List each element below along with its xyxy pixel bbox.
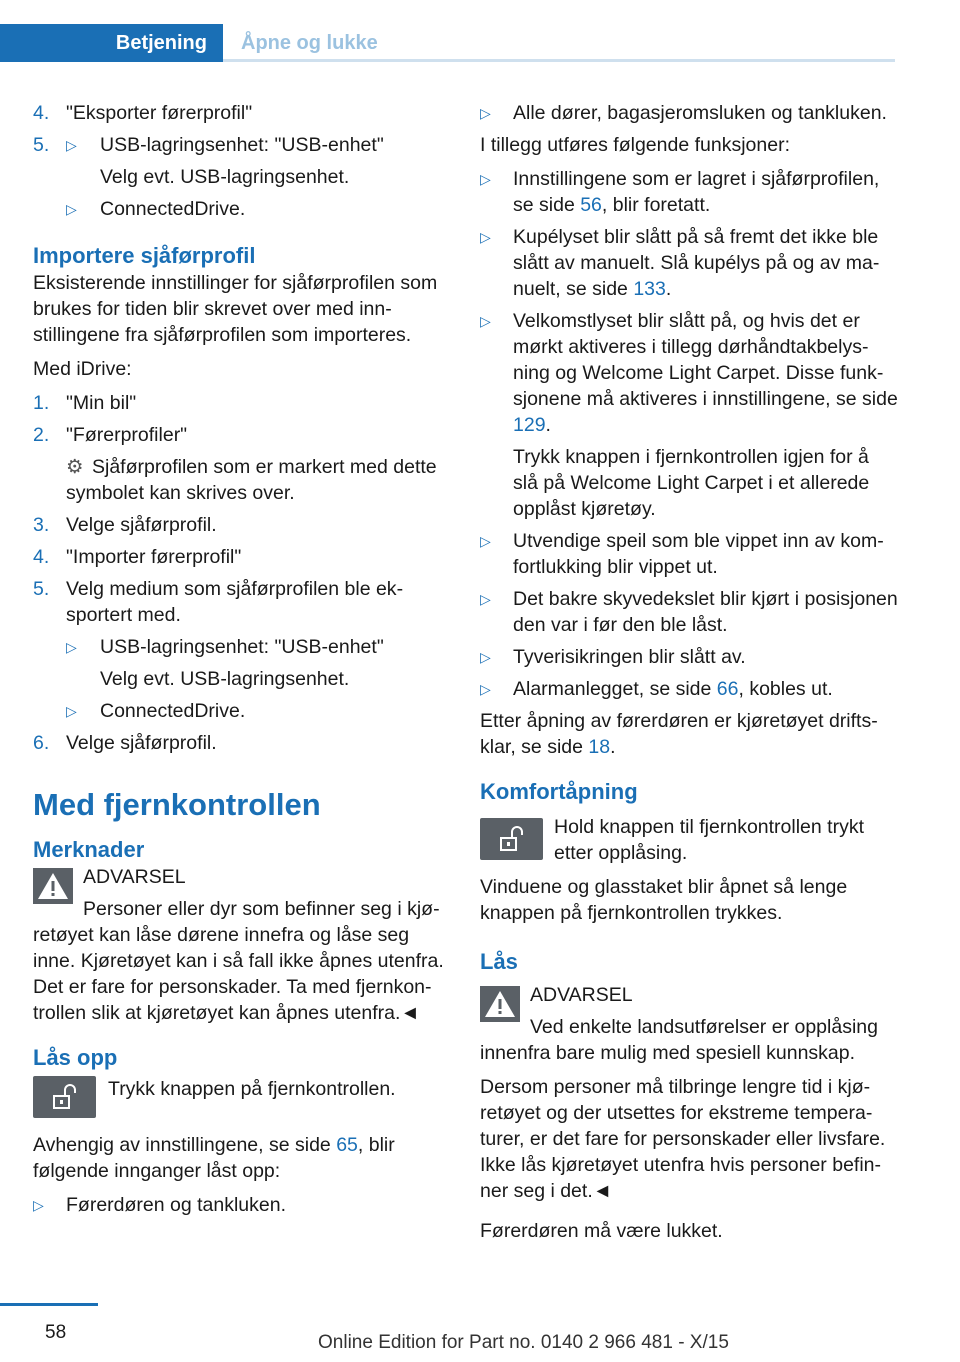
page-link[interactable]: 133 — [633, 278, 666, 300]
list-text-end: . — [545, 414, 551, 436]
list-item — [33, 634, 453, 660]
list-text-end: . — [665, 278, 672, 300]
notes-heading: Merknader — [33, 837, 145, 862]
additional-text: I tillegg utføres følgende funksjoner: — [480, 134, 790, 156]
warning-text: Personer eller dyr som befinner seg i kjøretøyet kan låse dørene innefra og låse seg inne. Kjøretøyet kan i så fall ikke åpnes utenfra. Det er fare for personskader. Ta med fjernkontrollen slik at kjøretøyet kan åpnes utenfra.◄ — [33, 898, 444, 1024]
comfort-block — [480, 814, 898, 866]
list-item — [33, 544, 453, 570]
list-text: Alarmanlegget, se side — [513, 678, 717, 700]
list-text: Alle dører, bagasjeromsluken og tankluken. — [513, 102, 887, 124]
depend-text: Avhengig av innstillingene, se side — [33, 1134, 337, 1156]
list-number: 6. — [33, 732, 50, 754]
list-text: Innstillingene som er lagret i sjåførprofilen, se side — [513, 168, 880, 216]
list-item — [480, 100, 898, 126]
depend-text-end: , blir følgende innganger låst opp: — [33, 1134, 395, 1182]
triangle-bullet-icon: ▷ — [480, 681, 491, 697]
list-text: Velge sjåførprofil. — [66, 514, 217, 536]
list-item — [33, 132, 453, 158]
list-text-end: , kobles ut. — [738, 678, 833, 700]
triangle-bullet-icon: ▷ — [33, 1197, 44, 1213]
unlock-heading: Lås opp — [33, 1045, 118, 1070]
tab-apne-og-lukke[interactable]: Åpne og lukke — [241, 32, 378, 54]
list-text: Velge sjåførprofil. — [66, 732, 217, 754]
list-text: "Min bil" — [66, 392, 137, 414]
list-text: Kupélyset blir slått på så fremt det ikke ble slått av manuelt. Slå kupélys på og av manuelt, se side — [513, 226, 880, 300]
gear-note — [33, 454, 453, 506]
left-column — [33, 100, 453, 1224]
idrive-label: Med iDrive: — [33, 358, 132, 380]
page-link[interactable]: 66 — [716, 678, 739, 700]
unlock-button-icon — [480, 818, 543, 860]
list-text: Det bakre skyvedekslet blir kjørt i posisjonen den var i før den ble låst. — [513, 588, 898, 636]
list-item — [33, 390, 453, 416]
warning-label: ADVARSEL — [530, 984, 633, 1006]
footer-divider — [0, 1303, 98, 1306]
warning-block — [33, 864, 453, 890]
list-text: ConnectedDrive. — [100, 198, 246, 220]
list-text: "Førerprofiler" — [66, 424, 188, 446]
list-item — [33, 512, 453, 538]
header-bar — [0, 0, 895, 62]
list-item — [33, 196, 453, 222]
comfort-heading: Komfortåpning — [480, 779, 638, 804]
page-link[interactable]: 129 — [513, 414, 546, 436]
unlock-text: Trykk knappen på fjernkontrollen. — [108, 1078, 396, 1100]
triangle-bullet-icon: ▷ — [66, 137, 77, 153]
usb-note: Velg evt. USB-lagringsenhet. — [100, 166, 350, 188]
unlock-button-icon — [33, 1076, 96, 1118]
closed-text: Førerdøren må være lukket. — [480, 1220, 723, 1242]
page-link[interactable]: 65 — [336, 1134, 358, 1156]
after-text: Etter åpning av førerdøren er kjøretøyet driftsklar, se side — [480, 710, 878, 758]
list-text: Velg medium som sjåførprofilen ble eksportert med. — [66, 578, 404, 626]
list-item — [33, 422, 453, 448]
list-subtext: Trykk knappen i fjernkontrollen igjen for å slå på Welcome Light Carpet i et allerede opplåst kjøretøy. — [513, 446, 870, 520]
lock-heading: Lås — [480, 949, 518, 974]
triangle-bullet-icon: ▷ — [480, 171, 491, 187]
list-text: Tyverisikringen blir slått av. — [513, 646, 746, 668]
list-text: Førerdøren og tankluken. — [66, 1194, 287, 1216]
after-text-end: . — [610, 736, 616, 758]
list-item — [33, 100, 453, 126]
list-number: 5. — [33, 578, 50, 600]
tab-betjening[interactable] — [0, 24, 223, 62]
list-text: Velkomstlyset blir slått på, og hvis det er mørkt aktiveres i tillegg dørhåndtakbelysning og Welcome Light Carpet. Disse funksjonene må aktiveres i innstillingene, se side — [513, 310, 898, 410]
triangle-bullet-icon: ▷ — [66, 639, 77, 655]
triangle-bullet-icon: ▷ — [66, 703, 77, 719]
after-paragraph — [480, 708, 898, 760]
warning-label: ADVARSEL — [83, 866, 186, 888]
list-item — [480, 676, 898, 702]
import-heading: Importere sjåførprofil — [33, 243, 256, 268]
page-link[interactable]: 56 — [580, 194, 602, 216]
footer-edition: Online Edition for Part no. 0140 2 966 481 - X/15 — [318, 1332, 729, 1353]
warning-icon — [480, 986, 520, 1022]
list-item — [480, 528, 898, 580]
list-item — [480, 224, 898, 302]
list-item — [480, 308, 898, 438]
triangle-bullet-icon: ▷ — [66, 201, 77, 217]
section-title: Med fjernkontrollen — [33, 787, 321, 822]
windows-text: Vinduene og glasstaket blir åpnet så lenge knappen på fjernkontrollen trykkes. — [480, 876, 848, 924]
list-item — [33, 730, 453, 756]
warning-icon — [33, 868, 73, 904]
list-number: 4. — [33, 546, 50, 568]
list-item — [480, 586, 898, 638]
list-text: USB-lagringsenhet: "USB-enhet" — [100, 134, 384, 156]
list-item — [33, 1192, 453, 1218]
right-column — [480, 100, 898, 1252]
import-paragraph: Eksisterende innstillinger for sjåførprofilen som brukes for tiden blir skrevet over med innstillingene fra sjåførprofilen som importeres. — [33, 272, 438, 346]
list-item — [33, 576, 453, 628]
list-number: 4. — [33, 102, 50, 124]
tab-betjening-label: Betjening — [115, 32, 207, 54]
warning-text: Ved enkelte landsutførelser er opplåsing innenfra bare mulig med spesiell kunnskap. — [480, 1016, 878, 1064]
usb-note: Velg evt. USB-lagringsenhet. — [100, 668, 350, 690]
triangle-bullet-icon: ▷ — [480, 229, 491, 245]
triangle-bullet-icon: ▷ — [480, 591, 491, 607]
triangle-bullet-icon: ▷ — [480, 313, 491, 329]
list-text: ConnectedDrive. — [100, 700, 246, 722]
comfort-text: Hold knappen til fjernkontrollen trykt etter opplåsing. — [554, 816, 864, 864]
triangle-bullet-icon: ▷ — [480, 533, 491, 549]
triangle-bullet-icon: ▷ — [480, 649, 491, 665]
page-number: 58 — [45, 1322, 67, 1343]
list-item — [33, 698, 453, 724]
triangle-bullet-icon: ▷ — [480, 105, 491, 121]
list-number: 2. — [33, 424, 50, 446]
list-text: USB-lagringsenhet: "USB-enhet" — [100, 636, 384, 658]
warning-block — [480, 982, 898, 1008]
list-text: Utvendige speil som ble vippet inn av komfortlukking blir vippet ut. — [513, 530, 884, 578]
list-number: 3. — [33, 514, 50, 536]
list-number: 5. — [33, 134, 50, 156]
list-text-end: , blir foretatt. — [601, 194, 711, 216]
list-number: 1. — [33, 392, 50, 414]
unlock-block — [33, 1076, 453, 1118]
page-link[interactable]: 18 — [588, 736, 611, 758]
list-item — [480, 166, 898, 218]
gear-icon: ⚙ — [66, 456, 84, 478]
depend-paragraph — [33, 1132, 453, 1184]
list-item — [480, 644, 898, 670]
warning-text-2: Dersom personer må tilbringe lengre tid i kjøretøyet og der utsettes for ekstreme temperaturer, er det fare for personskader eller livsfare. Ikke lås kjøretøyet utenfra hvis personer befinner seg i det.◄ — [480, 1076, 886, 1202]
gear-note-text: Sjåførprofilen som er markert med dette symbolet kan skrives over. — [66, 456, 437, 504]
list-text: "Eksporter førerprofil" — [66, 102, 253, 124]
list-text: "Importer førerprofil" — [66, 546, 242, 568]
